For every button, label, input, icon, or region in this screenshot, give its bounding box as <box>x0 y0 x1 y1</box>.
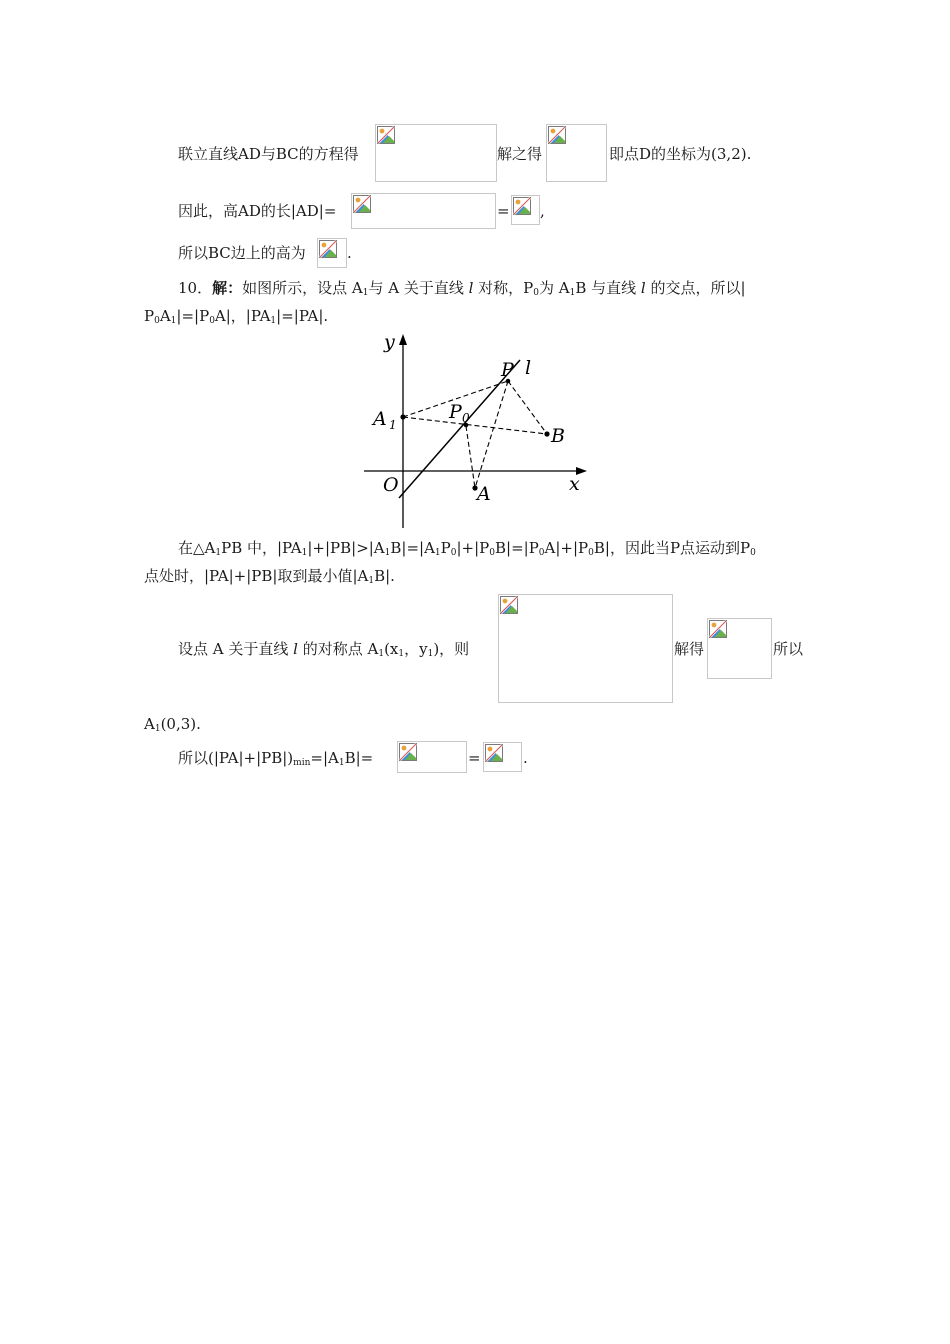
symmetry-line: 设点 A 关于直线 l 的对称点 $A_1(x_1$，$y_1$)，则 <box>178 640 470 659</box>
line-3: 所以BC边上的高为 <box>178 244 306 262</box>
broken-image-icon <box>709 620 727 638</box>
label-p0: P <box>449 401 462 423</box>
broken-image-icon <box>319 240 337 258</box>
y-axis-arrow <box>399 334 407 345</box>
geometry-figure <box>360 328 600 532</box>
triangle-line-2: 点处时，|PA|+|PB|取到最小值$|A_1B|$. <box>144 567 395 586</box>
line-2-c: , <box>540 202 545 220</box>
triangle-line-1: 在$\triangle A_1PB$ 中，$|PA_1|+|PB|>|A_1B|=|A_1P_0|+|P_0B|=|P_0A|+|P_0B|$，因此当P点运动到$P_0$ <box>178 539 756 558</box>
broken-image <box>546 124 607 182</box>
label-b: B <box>551 425 565 447</box>
label-a: A <box>477 483 491 505</box>
label-l: l <box>525 357 532 379</box>
broken-image <box>483 742 522 772</box>
label-a1-sub: 1 <box>389 418 397 432</box>
broken-image-icon <box>377 126 395 144</box>
line-1: 联立直线AD与BC的方程得 <box>178 145 359 163</box>
broken-image <box>375 124 497 182</box>
symmetry-line-b: 解得 <box>674 640 705 658</box>
label-p0-sub: 0 <box>462 411 470 425</box>
broken-image <box>317 238 347 268</box>
last-line-c: . <box>523 749 528 767</box>
segment-p0-a <box>466 426 475 488</box>
a1-coordinate: $A_1(0,3)$. <box>144 715 201 734</box>
point-a1 <box>400 414 405 419</box>
segment-p-b <box>508 381 547 434</box>
last-line-b: = <box>468 749 481 767</box>
broken-image <box>511 195 540 225</box>
line-1-b: 解之得 <box>497 145 543 163</box>
label-y: y <box>384 331 395 353</box>
segment-a1-b <box>403 417 547 434</box>
label-a1: A <box>373 408 387 430</box>
symmetry-line-c: 所以 <box>773 640 804 658</box>
segment-p-a <box>475 381 508 488</box>
broken-image <box>498 594 673 703</box>
broken-image-icon <box>500 596 518 614</box>
point-b <box>544 431 549 436</box>
last-line: 所以$(|PA|+|PB|)_{min}=|A_1B|=$ <box>178 749 374 768</box>
broken-image-icon <box>513 197 531 215</box>
line-3-b: . <box>347 244 352 262</box>
line-2-b: = <box>497 202 510 220</box>
broken-image <box>397 741 467 773</box>
problem-10-line-2: $P_0A_1|=|P_0A|$，$|PA_1|=|PA|$. <box>144 307 329 326</box>
label-o: O <box>383 474 399 496</box>
problem-10-line-1: 10．解：如图所示，设点 $A_1$与 A 关于直线 l 对称，$P_0$为 $A_1B$ 与直线 l 的交点，所以| <box>178 279 746 298</box>
broken-image <box>351 193 496 229</box>
label-p: P <box>501 359 514 381</box>
line-2: 因此，高AD的长|AD|= <box>178 202 337 220</box>
broken-image <box>707 618 772 679</box>
broken-image-icon <box>548 126 566 144</box>
broken-image-icon <box>353 195 371 213</box>
broken-image-icon <box>485 744 503 762</box>
label-x: x <box>569 473 580 495</box>
broken-image-icon <box>399 743 417 761</box>
line-1-c: 即点D的坐标为(3,2). <box>609 145 752 163</box>
